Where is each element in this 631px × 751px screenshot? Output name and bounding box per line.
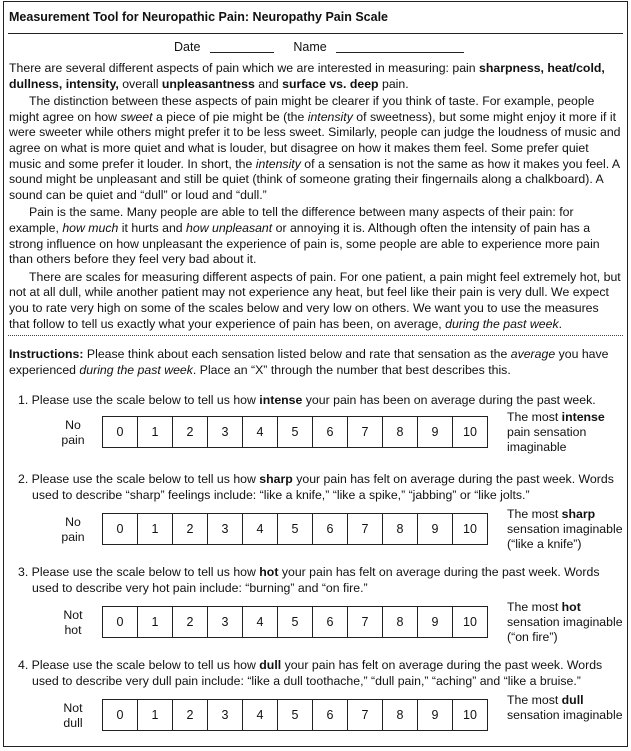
scale-cell-7[interactable]: 7 <box>348 514 383 544</box>
scale-cell-6[interactable]: 6 <box>313 700 348 730</box>
scale-1 <box>102 416 488 448</box>
scale-cell-6[interactable]: 6 <box>313 607 348 637</box>
question-text-part: 1. Please use the scale below to tell us how <box>18 393 260 407</box>
anchor-line: pain <box>61 530 85 544</box>
scale-cell-6[interactable]: 6 <box>313 514 348 544</box>
scale-cell-8[interactable]: 8 <box>383 417 418 447</box>
question-keyword: intense <box>259 393 303 407</box>
question-text-part: your pain has felt on average during the past week. Words <box>278 565 600 579</box>
form-page <box>3 1 628 747</box>
question-4-text <box>18 658 618 689</box>
anchor-text: The most <box>507 410 562 424</box>
anchor-line: (“like a knife”) <box>507 537 582 551</box>
anchor-text: The most <box>507 600 562 614</box>
question-text-part: your pain has felt on average during the past week. Words <box>292 472 614 486</box>
scale-cell-0[interactable]: 0 <box>103 417 138 447</box>
anchor-line: Not <box>63 701 83 715</box>
intro-paragraph-3: Pain is the same. Many people are able to tell the difference between many aspects of their pain: for example, how much it hurts and how unpleasant or annoying it is. Although often the intensity of pain has a strong influence on how unpleasant the experience of pain is, some people are able to experience more pain than others before they feel very bad about it. <box>9 205 600 267</box>
question-text-part: your pain has felt on average during the past week. Words <box>281 658 603 672</box>
anchor-line: No <box>65 418 81 432</box>
scale-cell-6[interactable]: 6 <box>313 417 348 447</box>
scale-2 <box>102 513 488 545</box>
scale-cell-9[interactable]: 9 <box>418 607 453 637</box>
scale-cell-3[interactable]: 3 <box>208 607 243 637</box>
scale-cell-1[interactable]: 1 <box>138 700 173 730</box>
scale-cell-4[interactable]: 4 <box>243 417 278 447</box>
question-2-text <box>18 472 618 503</box>
question-text-line2: used to describe “sharp” feelings include: “like a knife,” “like a spike,” “jabbing” or “like jolts.” <box>32 487 530 502</box>
question-text-part: 3. Please use the scale below to tell us how <box>18 565 260 579</box>
anchor-text: The most <box>507 507 562 521</box>
scale-cell-1[interactable]: 1 <box>138 514 173 544</box>
scale-cell-5[interactable]: 5 <box>278 514 313 544</box>
scale-4 <box>102 699 488 731</box>
date-field[interactable] <box>210 40 274 53</box>
scale-cell-9[interactable]: 9 <box>418 514 453 544</box>
anchor-line <box>507 410 625 425</box>
scale-cell-4[interactable]: 4 <box>243 514 278 544</box>
anchor-line: pain sensation <box>507 425 587 439</box>
intro-paragraph-4: There are scales for measuring different aspects of pain. For one patient, a pain might feel extremely hot, but not at all dull, while another patient may not experience any heat, but feel like their pain is very dull. We expect you to rate very high on some of the scales below and very low on others. We want you to use the measures that follow to tell us exactly what your experience of pain has been, on average, during the past week. <box>9 269 621 331</box>
anchor-line <box>507 600 625 615</box>
scale-cell-10[interactable]: 10 <box>453 607 488 637</box>
scale-cell-1[interactable]: 1 <box>138 417 173 447</box>
scale-2-low-anchor <box>52 515 94 545</box>
scale-cell-2[interactable]: 2 <box>173 417 208 447</box>
scale-1-high-anchor <box>507 410 625 455</box>
anchor-line: sensation imaginable <box>507 522 623 536</box>
question-text-part: your pain has been on average during the past week. <box>302 393 596 407</box>
scale-cell-0[interactable]: 0 <box>103 514 138 544</box>
anchor-line: pain <box>61 433 85 447</box>
anchor-line: No <box>65 515 81 529</box>
scale-cell-2[interactable]: 2 <box>173 700 208 730</box>
title-rule <box>8 33 623 34</box>
question-keyword: dull <box>259 658 282 672</box>
scale-cell-8[interactable]: 8 <box>383 700 418 730</box>
anchor-line <box>507 693 625 708</box>
scale-cell-5[interactable]: 5 <box>278 417 313 447</box>
scale-cell-4[interactable]: 4 <box>243 607 278 637</box>
scale-cell-10[interactable]: 10 <box>453 514 488 544</box>
anchor-text: The most <box>507 693 562 707</box>
intro-paragraph-2: The distinction between these aspects of pain might be clearer if you think of taste. For example, people might agree on how sweet a piece of pie might be (the intensity of sweetness), but some might enjoy it more if it were sweeter while others might prefer it to be less sweet. Similarly, people can judge the loudness of music and agree on what is more quiet and what is louder, but disagree on how it makes them feel. Some prefer quiet music and some prefer it louder. In short, the intensity of a sensation is not the same as how it makes you feel. A sound might be unpleasant and still be quiet (think of someone grating their fingernails along a chalkboard). A sound can be quiet and “dull” or loud and “dull.” <box>9 94 621 202</box>
scale-cell-5[interactable]: 5 <box>278 607 313 637</box>
scale-cell-7[interactable]: 7 <box>348 607 383 637</box>
scale-cell-10[interactable]: 10 <box>453 417 488 447</box>
scale-4-low-anchor <box>52 701 94 731</box>
anchor-line: dull <box>63 716 83 730</box>
scale-cell-2[interactable]: 2 <box>173 607 208 637</box>
question-keyword: sharp <box>259 472 293 486</box>
intro-paragraph-1: There are several different aspects of pain which we are interested in measuring: pain sharpness, heat/cold, dullness, intensity, overall unpleasantness and surface vs. deep pain. <box>9 61 605 91</box>
anchor-keyword: dull <box>561 693 584 707</box>
scale-cell-8[interactable]: 8 <box>383 607 418 637</box>
scale-cell-2[interactable]: 2 <box>173 514 208 544</box>
anchor-keyword: hot <box>561 600 581 614</box>
question-keyword: hot <box>259 565 279 579</box>
anchor-keyword: sharp <box>561 507 596 521</box>
scale-cell-10[interactable]: 10 <box>453 700 488 730</box>
scale-cell-5[interactable]: 5 <box>278 700 313 730</box>
instructions: Instructions: Please think about each sensation listed below and rate that sensation as the average you have experienced during the past week. Place an “X” through the number that best describes this. <box>9 347 609 377</box>
question-text-line2: used to describe very hot pain include: “burning” and “on fire.” <box>32 580 368 595</box>
question-text-part: 4. Please use the scale below to tell us how <box>18 658 260 672</box>
question-1-text <box>18 393 618 409</box>
scale-cell-3[interactable]: 3 <box>208 514 243 544</box>
question-3-text <box>18 565 618 596</box>
anchor-line: sensation imaginable <box>507 708 623 722</box>
scale-cell-0[interactable]: 0 <box>103 607 138 637</box>
scale-1-low-anchor <box>52 418 94 448</box>
anchor-keyword: intense <box>561 410 605 424</box>
scale-cell-7[interactable]: 7 <box>348 417 383 447</box>
scale-cell-9[interactable]: 9 <box>418 417 453 447</box>
anchor-line: sensation imaginable <box>507 615 623 629</box>
question-text-line2: used to describe very dull pain include: “like a dull toothache,” “dull pain,” “aching” and “like a bruise.” <box>32 673 581 688</box>
scale-cell-1[interactable]: 1 <box>138 607 173 637</box>
dotted-divider <box>8 335 623 336</box>
date-label: Date <box>174 40 201 54</box>
anchor-line: Not <box>63 608 83 622</box>
scale-3-high-anchor <box>507 600 625 645</box>
scale-4-high-anchor <box>507 693 625 723</box>
question-text-part: 2. Please use the scale below to tell us how <box>18 472 260 486</box>
scale-cell-9[interactable]: 9 <box>418 700 453 730</box>
scale-2-high-anchor <box>507 507 625 552</box>
scale-cell-3[interactable]: 3 <box>208 700 243 730</box>
scale-3 <box>102 606 488 638</box>
scale-cell-3[interactable]: 3 <box>208 417 243 447</box>
name-label: Name <box>293 40 327 54</box>
form-title: Measurement Tool for Neuropathic Pain: Neuropathy Pain Scale <box>9 10 389 24</box>
anchor-line <box>507 507 625 522</box>
anchor-line: imaginable <box>507 440 567 454</box>
scale-3-low-anchor <box>52 608 94 638</box>
anchor-line: (“on fire”) <box>507 630 558 644</box>
anchor-line: hot <box>64 623 82 637</box>
name-field[interactable] <box>336 40 464 53</box>
scale-cell-7[interactable]: 7 <box>348 700 383 730</box>
scale-cell-4[interactable]: 4 <box>243 700 278 730</box>
intro-text <box>9 61 621 334</box>
date-name-line <box>174 40 464 54</box>
scale-cell-0[interactable]: 0 <box>103 700 138 730</box>
scale-cell-8[interactable]: 8 <box>383 514 418 544</box>
